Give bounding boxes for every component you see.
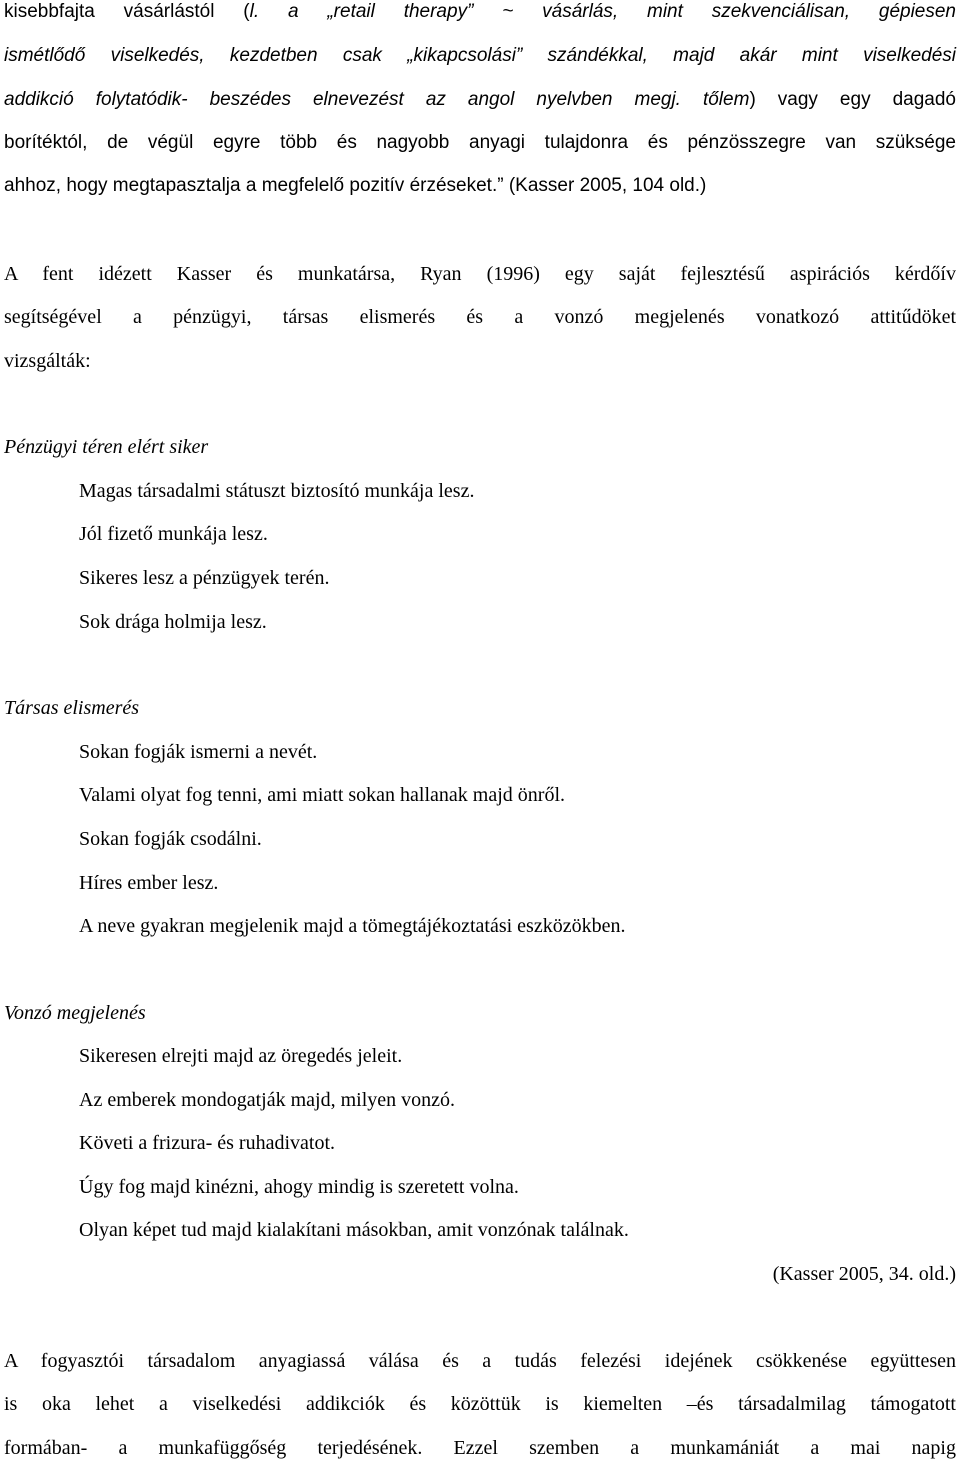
- quote-line-1a: kisebbfajta vásárlástól (: [4, 1, 250, 22]
- list-item: Sikeresen elrejti majd az öregedés jeleit.: [79, 1045, 403, 1067]
- section-heading-social: Társas elismerés: [4, 697, 140, 719]
- list-item: A neve gyakran megjelenik majd a tömegtájékoztatási eszközökben.: [79, 915, 626, 937]
- quote-line-3b: ) vagy egy dagadó: [749, 89, 956, 110]
- quote-line-1b: l. a „retail therapy” ~ vásárlás, mint szekvenciálisan, gépiesen: [249, 1, 956, 22]
- citation: (Kasser 2005, 34. old.): [772, 1263, 956, 1285]
- list-item: Sokan fogják csodálni.: [79, 828, 262, 850]
- para1-line-3: vizsgálták:: [4, 350, 91, 372]
- list-item: Sok drága holmija lesz.: [79, 611, 267, 633]
- list-item: Sikeres lesz a pénzügyek terén.: [79, 567, 330, 589]
- para1-line-1: A fent idézett Kasser és munkatársa, Ryan (1996) egy saját fejlesztésű aspirációs kérdőív: [4, 263, 956, 285]
- quote-line-3a: addikció folytatódik- beszédes elnevezést az angol nyelvben megj. tőlem: [4, 89, 750, 110]
- para2-line-3: formában- a munkafüggőség terjedésének. Ezzel szemben a munkamániát a mai napig: [4, 1437, 956, 1459]
- list-item: Magas társadalmi státuszt biztosító munkája lesz.: [79, 480, 475, 502]
- section-heading-appearance: Vonzó megjelenés: [4, 1002, 146, 1024]
- list-item: Híres ember lesz.: [79, 872, 219, 894]
- section-heading-financial: Pénzügyi téren elért siker: [4, 436, 209, 458]
- list-item: Követi a frizura- és ruhadivatot.: [79, 1132, 336, 1154]
- para1-line-2: segítségével a pénzügyi, társas elismerés és a vonzó megjelenés vonatkozó attitűdöket: [4, 306, 956, 328]
- para2-line-1: A fogyasztói társadalom anyagiassá válása és a tudás felezési idejének csökkenése együttesen: [4, 1350, 956, 1372]
- list-item: Valami olyat fog tenni, ami miatt sokan hallanak majd önről.: [79, 784, 565, 806]
- quote-line-4: borítéktól, de végül egyre több és nagyobb anyagi tulajdonra és pénzösszegre van szüksége: [4, 132, 956, 153]
- para2-line-2: is oka lehet a viselkedési addikciók és közöttük is kiemelten –és társadalmilag támogatott: [4, 1393, 956, 1415]
- list-item: Olyan képet tud majd kialakítani másokban, amit vonzónak találnak.: [79, 1219, 629, 1241]
- quote-line-2: ismétlődő viselkedés, kezdetben csak „kikapcsolási” szándékkal, majd akár mint viselkedési: [4, 45, 956, 66]
- quote-line-1: [4, 0, 956, 24]
- list-item: Sokan fogják ismerni a nevét.: [79, 741, 318, 763]
- quote-line-3: [4, 88, 956, 112]
- list-item: Úgy fog majd kinézni, ahogy mindig is szeretett volna.: [79, 1176, 519, 1198]
- list-item: Az emberek mondogatják majd, milyen vonzó.: [79, 1089, 456, 1111]
- list-item: Jól fizető munkája lesz.: [79, 523, 268, 545]
- quote-line-5: ahhoz, hogy megtapasztalja a megfelelő pozitív érzéseket.” (Kasser 2005, 104 old.): [4, 175, 707, 196]
